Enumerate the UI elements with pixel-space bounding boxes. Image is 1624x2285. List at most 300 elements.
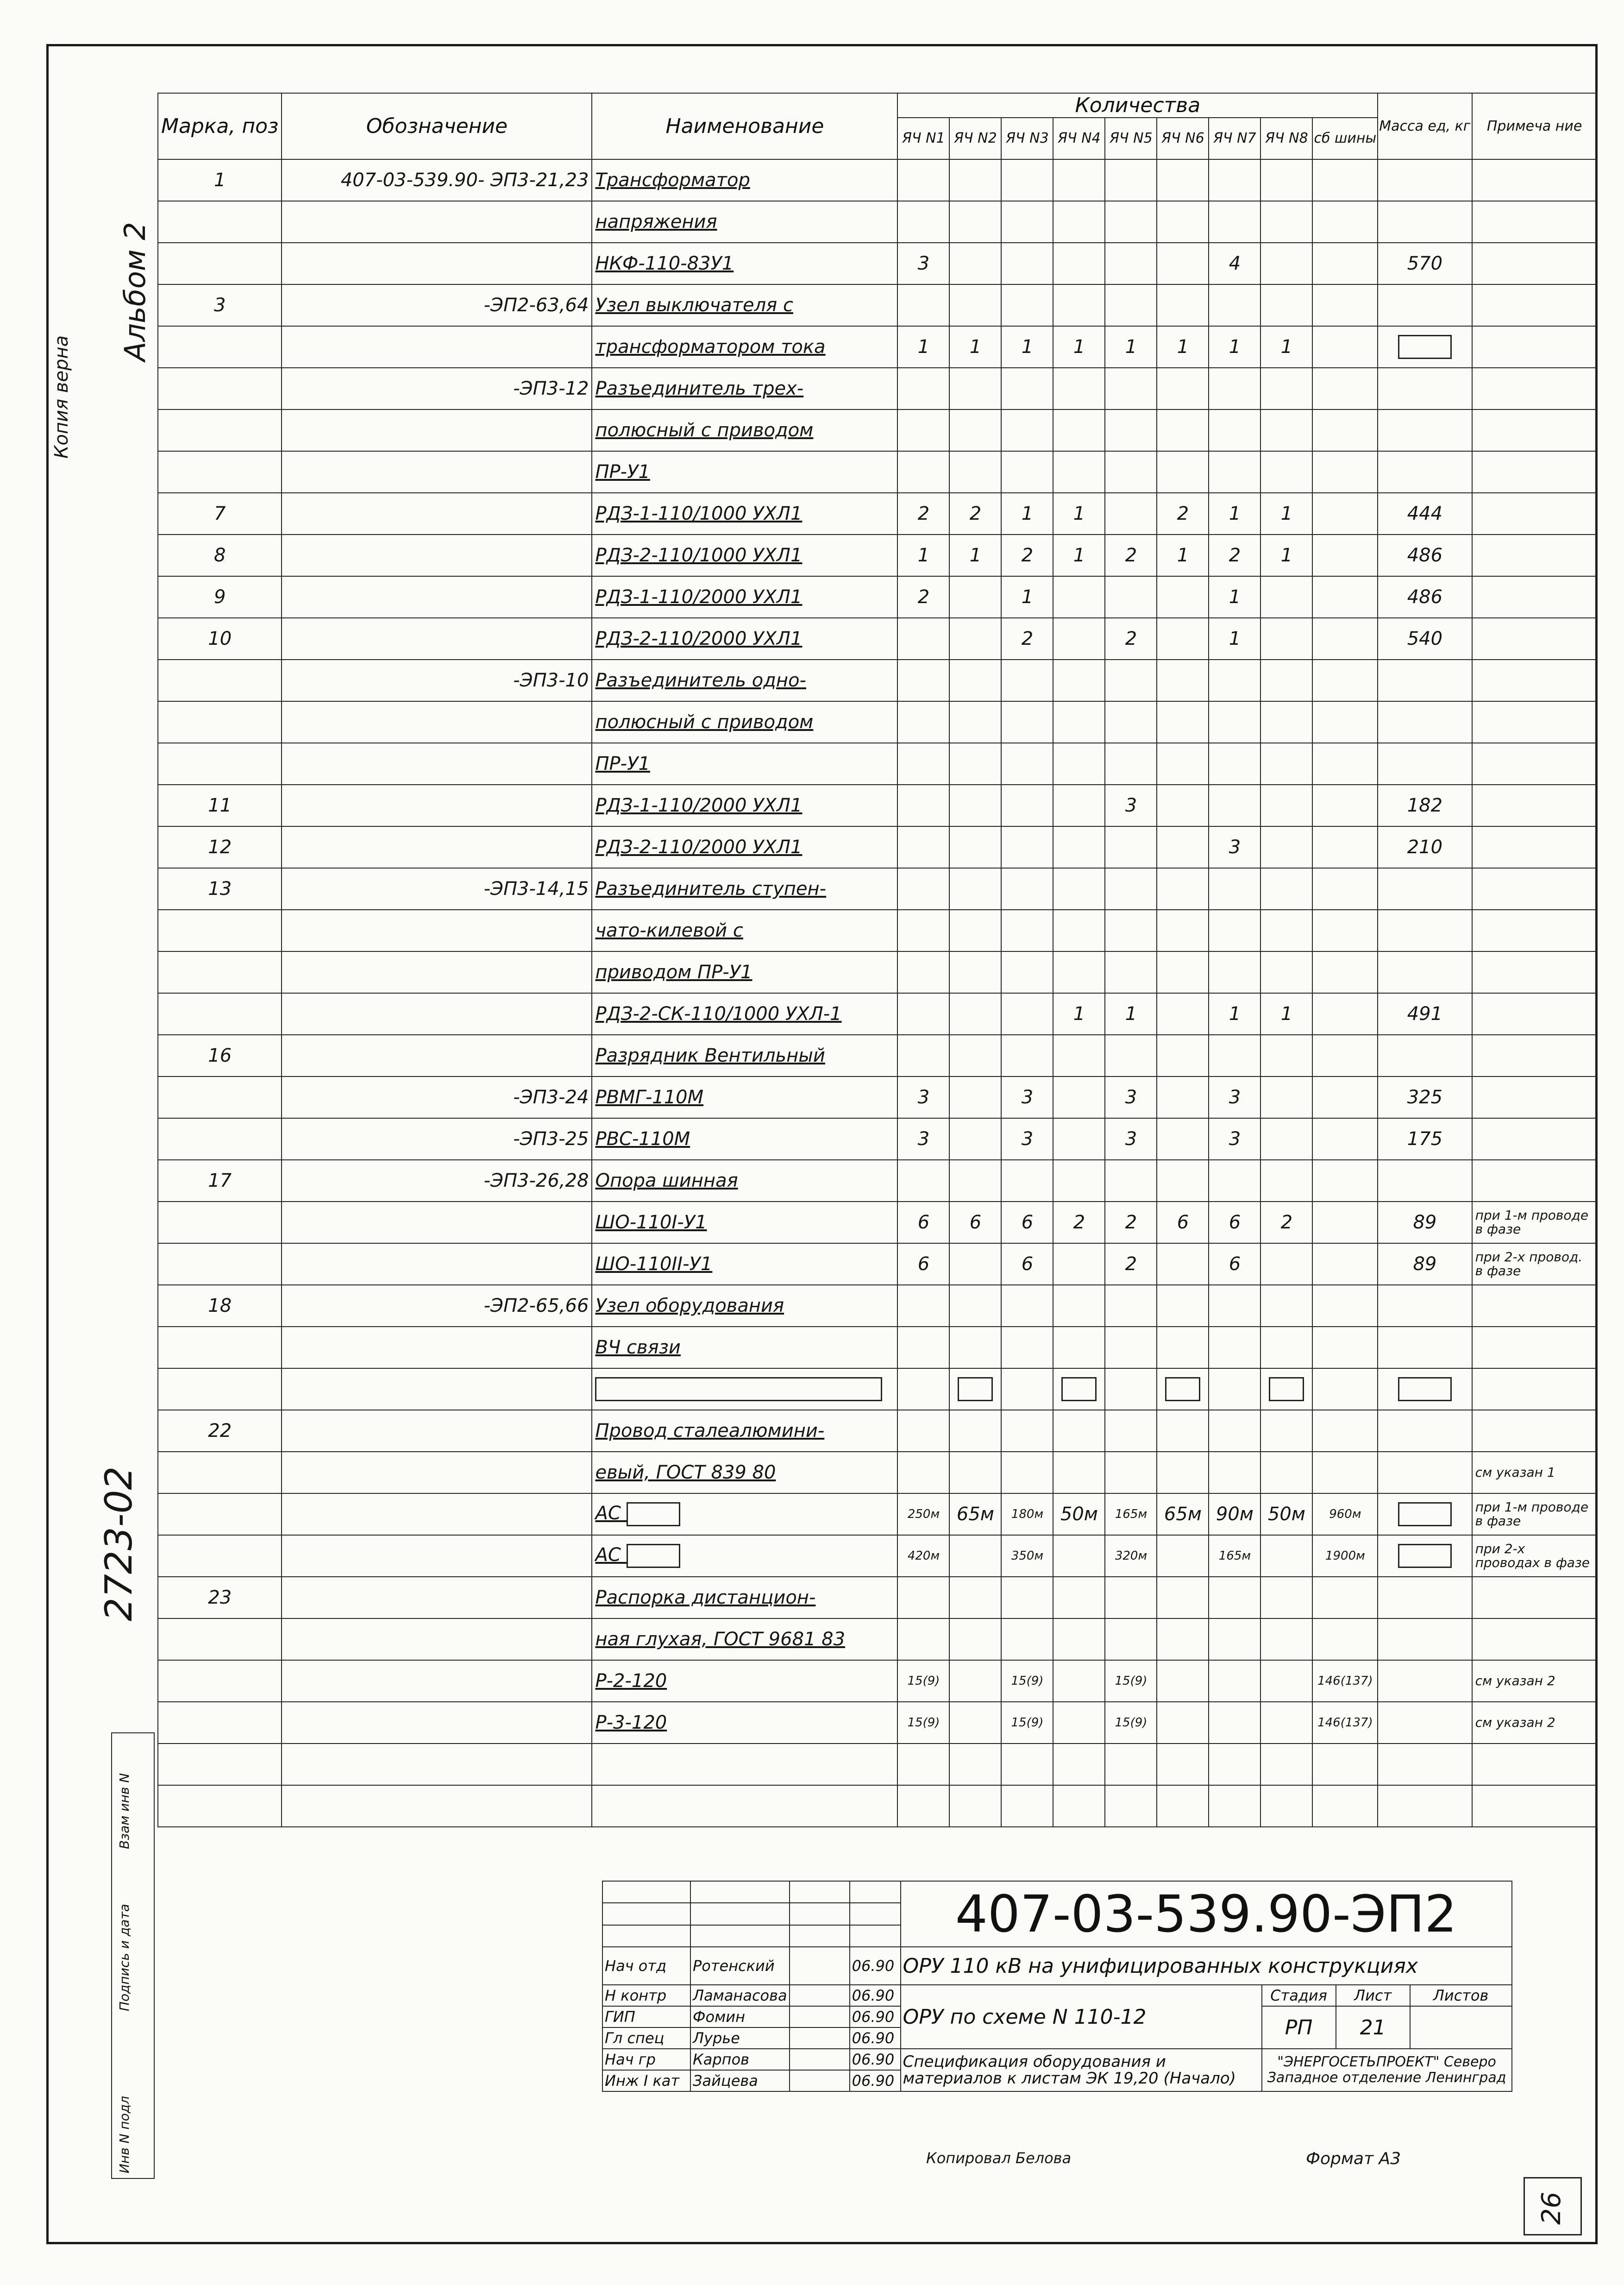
quantity-cell	[1260, 660, 1312, 701]
quantity-cell	[1312, 576, 1378, 618]
quantity-cell	[1260, 284, 1312, 326]
quantity-cell	[1053, 1118, 1105, 1160]
quantity-cell: 15(9)	[1001, 1660, 1053, 1702]
designation-cell	[282, 951, 592, 993]
organization: "ЭНЕРГОСЕТЬПРОЕКТ" Северо Западное отделение Ленинград	[1262, 2049, 1512, 2091]
quantity-cell	[1053, 1452, 1105, 1493]
quantity-cell	[1312, 1410, 1378, 1452]
name-cell: полюсный с приводом	[592, 701, 897, 743]
empty-box	[1398, 1377, 1452, 1401]
quantity-cell	[897, 1410, 949, 1452]
quantity-cell	[1001, 785, 1053, 826]
quantity-cell	[1312, 1744, 1378, 1785]
quantity-cell	[1209, 743, 1260, 785]
mark-cell	[158, 1535, 282, 1577]
quantity-cell	[1053, 1285, 1105, 1327]
quantity-cell	[1105, 660, 1157, 701]
name-cell: Узел оборудования	[592, 1285, 897, 1327]
col-name: Наименование	[592, 93, 897, 159]
col-mass: Масса ед, кг	[1378, 93, 1472, 159]
mark-cell: 10	[158, 618, 282, 660]
name-cell	[592, 1785, 897, 1827]
name-cell: ПР-У1	[592, 451, 897, 493]
mass-cell: 486	[1378, 576, 1472, 618]
mass-cell	[1378, 1577, 1472, 1618]
quantity-cell	[1157, 868, 1209, 910]
table-row	[158, 993, 1597, 1035]
designation-cell	[282, 201, 592, 243]
quantity-cell	[1053, 1535, 1105, 1577]
quantity-cell	[1157, 618, 1209, 660]
signer-name: Ламанасова	[690, 1985, 790, 2006]
mass-cell	[1378, 409, 1472, 451]
quantity-cell: 6	[1157, 1202, 1209, 1243]
quantity-cell: 3	[1105, 1076, 1157, 1118]
name-cell: РДЗ-2-110/1000 УХЛ1	[592, 535, 897, 576]
quantity-cell: 1	[1001, 326, 1053, 368]
quantity-cell	[897, 660, 949, 701]
empty-box	[1061, 1377, 1097, 1401]
col-cell: ЯЧ N3	[1001, 118, 1053, 159]
table-row	[158, 159, 1597, 201]
mark-cell	[158, 1493, 282, 1535]
mass-cell: 491	[1378, 993, 1472, 1035]
col-note: Примеча ние	[1472, 93, 1597, 159]
quantity-cell: 3	[897, 1076, 949, 1118]
quantity-cell: 1	[1260, 993, 1312, 1035]
quantity-cell	[1209, 1618, 1260, 1660]
quantity-cell	[1157, 1118, 1209, 1160]
table-row	[158, 493, 1597, 535]
mass-cell	[1378, 1368, 1472, 1410]
quantity-cell	[1312, 1327, 1378, 1368]
name-cell: Разрядник Вентильный	[592, 1035, 897, 1076]
quantity-cell	[1157, 576, 1209, 618]
quantity-cell	[1157, 1744, 1209, 1785]
quantity-cell	[1053, 1702, 1105, 1744]
quantity-cell	[949, 451, 1001, 493]
quantity-cell	[1001, 868, 1053, 910]
quantity-cell	[1209, 1660, 1260, 1702]
quantity-cell	[1105, 743, 1157, 785]
table-row	[158, 1660, 1597, 1702]
designation-cell	[282, 326, 592, 368]
quantity-cell	[1053, 1327, 1105, 1368]
table-row	[158, 326, 1597, 368]
quantity-cell: 250м	[897, 1493, 949, 1535]
quantity-cell	[1157, 451, 1209, 493]
quantity-cell	[1312, 1618, 1378, 1660]
table-row	[158, 951, 1597, 993]
designation-cell	[282, 243, 592, 284]
quantity-cell	[1209, 1744, 1260, 1785]
quantity-cell: 3	[1209, 826, 1260, 868]
designation-cell	[282, 1368, 592, 1410]
quantity-cell	[1260, 1076, 1312, 1118]
quantity-cell	[949, 785, 1001, 826]
quantity-cell	[1209, 910, 1260, 951]
table-row	[158, 201, 1597, 243]
quantity-cell: 3	[1105, 1118, 1157, 1160]
quantity-cell	[1312, 993, 1378, 1035]
note-cell	[1472, 493, 1597, 535]
mark-cell	[158, 1202, 282, 1243]
quantity-cell: 1900м	[1312, 1535, 1378, 1577]
quantity-cell	[1001, 368, 1053, 409]
quantity-cell	[897, 618, 949, 660]
quantity-cell	[1001, 409, 1053, 451]
designation-cell	[282, 826, 592, 868]
quantity-cell	[949, 1243, 1001, 1285]
quantity-cell	[1157, 660, 1209, 701]
signer-role: Гл спец	[602, 2027, 690, 2049]
signer-role: Нач гр	[602, 2049, 690, 2070]
quantity-cell: 15(9)	[1001, 1702, 1053, 1744]
mass-cell	[1378, 1493, 1472, 1535]
quantity-cell	[949, 660, 1001, 701]
quantity-cell	[1157, 1660, 1209, 1702]
quantity-cell: 65м	[949, 1493, 1001, 1535]
quantity-cell	[1053, 284, 1105, 326]
quantity-cell	[1053, 1660, 1105, 1702]
quantity-cell	[1001, 284, 1053, 326]
designation-cell: -ЭП3-25	[282, 1118, 592, 1160]
table-row	[158, 743, 1597, 785]
quantity-cell	[1260, 1368, 1312, 1410]
quantity-cell	[949, 1368, 1001, 1410]
note-cell	[1472, 993, 1597, 1035]
quantity-cell	[1157, 1243, 1209, 1285]
quantity-cell	[1312, 1243, 1378, 1285]
quantity-cell	[1260, 1035, 1312, 1076]
quantity-cell	[1260, 1410, 1312, 1452]
quantity-cell	[1053, 243, 1105, 284]
quantity-cell	[1312, 660, 1378, 701]
note-cell	[1472, 951, 1597, 993]
designation-cell	[282, 1660, 592, 1702]
empty-box	[1165, 1377, 1200, 1401]
quantity-cell: 1	[1209, 993, 1260, 1035]
name-cell: РДЗ-1-110/1000 УХЛ1	[592, 493, 897, 535]
quantity-cell	[1260, 1327, 1312, 1368]
sheet-format: Формат А3	[1306, 2149, 1401, 2168]
designation-cell	[282, 535, 592, 576]
designation-cell: -ЭП3-10	[282, 660, 592, 701]
table-row	[158, 701, 1597, 743]
quantity-cell	[897, 1035, 949, 1076]
quantity-cell	[949, 1410, 1001, 1452]
col-cell: ЯЧ N1	[897, 118, 949, 159]
quantity-cell	[1105, 1035, 1157, 1076]
quantity-cell: 1	[949, 535, 1001, 576]
designation-cell: -ЭП2-63,64	[282, 284, 592, 326]
quantity-cell: 50м	[1053, 1493, 1105, 1535]
quantity-cell	[1209, 1285, 1260, 1327]
quantity-cell	[1105, 1452, 1157, 1493]
quantity-cell: 15(9)	[897, 1660, 949, 1702]
name-cell: трансформатором тока	[592, 326, 897, 368]
table-row	[158, 1618, 1597, 1660]
quantity-cell: 1	[1260, 535, 1312, 576]
copied-by: Копировал Белова	[926, 2149, 1072, 2167]
name-cell: ВЧ связи	[592, 1327, 897, 1368]
quantity-cell	[1157, 951, 1209, 993]
quantity-cell	[1053, 785, 1105, 826]
mass-cell	[1378, 1744, 1472, 1785]
quantity-cell	[897, 201, 949, 243]
table-row	[158, 1160, 1597, 1202]
quantity-cell	[1105, 284, 1157, 326]
name-cell: чато-килевой с	[592, 910, 897, 951]
designation-cell	[282, 1327, 592, 1368]
quantity-cell	[949, 951, 1001, 993]
mark-cell	[158, 1744, 282, 1785]
designation-cell	[282, 1618, 592, 1660]
quantity-cell	[1105, 951, 1157, 993]
quantity-cell	[1105, 826, 1157, 868]
name-cell: Р-2-120	[592, 1660, 897, 1702]
quantity-cell	[1053, 1243, 1105, 1285]
mass-cell	[1378, 326, 1472, 368]
table-row	[158, 284, 1597, 326]
quantity-cell: 1	[1053, 535, 1105, 576]
quantity-cell	[1001, 1618, 1053, 1660]
quantity-cell	[897, 1160, 949, 1202]
name-cell	[592, 1368, 897, 1410]
table-row	[158, 1076, 1597, 1118]
quantity-cell	[1001, 201, 1053, 243]
name-cell: полюсный с приводом	[592, 409, 897, 451]
empty-box	[1269, 1377, 1304, 1401]
quantity-cell: 1	[1260, 326, 1312, 368]
quantity-cell	[1312, 1118, 1378, 1160]
mark-cell: 13	[158, 868, 282, 910]
name-cell: напряжения	[592, 201, 897, 243]
designation-cell	[282, 1410, 592, 1452]
quantity-cell	[1157, 785, 1209, 826]
col-quantity: Количества	[897, 93, 1378, 118]
quantity-cell	[1157, 201, 1209, 243]
quantity-cell	[1053, 1577, 1105, 1618]
quantity-cell	[1260, 618, 1312, 660]
mark-cell	[158, 993, 282, 1035]
designation-cell	[282, 493, 592, 535]
quantity-cell	[1157, 1160, 1209, 1202]
quantity-cell	[1105, 159, 1157, 201]
col-cell: ЯЧ N7	[1209, 118, 1260, 159]
quantity-cell	[1260, 1452, 1312, 1493]
note-cell	[1472, 409, 1597, 451]
quantity-cell	[1001, 1410, 1053, 1452]
mass-cell: 89	[1378, 1243, 1472, 1285]
quantity-cell	[1105, 368, 1157, 409]
col-cell: ЯЧ N5	[1105, 118, 1157, 159]
name-cell: РДЗ-1-110/2000 УХЛ1	[592, 576, 897, 618]
quantity-cell	[1001, 993, 1053, 1035]
quantity-cell	[1260, 576, 1312, 618]
table-row	[158, 535, 1597, 576]
quantity-cell	[1157, 1035, 1209, 1076]
quantity-cell: 2	[1001, 618, 1053, 660]
quantity-cell	[1312, 243, 1378, 284]
quantity-cell	[949, 1744, 1001, 1785]
quantity-cell	[1260, 743, 1312, 785]
mass-cell: 210	[1378, 826, 1472, 868]
quantity-cell	[949, 993, 1001, 1035]
table-row	[158, 1744, 1597, 1785]
quantity-cell: 2	[897, 576, 949, 618]
quantity-cell	[1260, 1118, 1312, 1160]
replace-inv-label: Взам инв N	[117, 1773, 132, 1849]
name-cell: евый, ГОСТ 839 80	[592, 1452, 897, 1493]
note-cell	[1472, 159, 1597, 201]
quantity-cell	[1312, 826, 1378, 868]
quantity-cell	[1001, 1744, 1053, 1785]
quantity-cell: 6	[949, 1202, 1001, 1243]
mass-cell: 486	[1378, 535, 1472, 576]
quantity-cell	[1105, 1368, 1157, 1410]
quantity-cell	[949, 1618, 1001, 1660]
quantity-cell	[1260, 1660, 1312, 1702]
copy-verified-note: Копия верна	[51, 335, 72, 459]
quantity-cell	[1157, 1577, 1209, 1618]
mass-cell	[1378, 701, 1472, 743]
note-cell: см указан 2	[1472, 1660, 1597, 1702]
quantity-cell	[949, 1702, 1001, 1744]
quantity-cell	[897, 159, 949, 201]
quantity-cell	[1260, 1160, 1312, 1202]
quantity-cell	[949, 1535, 1001, 1577]
quantity-cell	[1312, 618, 1378, 660]
mark-cell	[158, 951, 282, 993]
inv-original-label: Инв N подл	[117, 2096, 132, 2173]
mass-cell	[1378, 368, 1472, 409]
quantity-cell	[1312, 1285, 1378, 1327]
stage-label: Стадия	[1262, 1985, 1336, 2006]
quantity-cell	[1001, 1785, 1053, 1827]
quantity-cell	[897, 868, 949, 910]
name-cell: РВМГ-110М	[592, 1076, 897, 1118]
quantity-cell	[1260, 826, 1312, 868]
quantity-cell	[949, 618, 1001, 660]
mass-cell	[1378, 1785, 1472, 1827]
quantity-cell	[1312, 1076, 1378, 1118]
col-cell: ЯЧ N2	[949, 118, 1001, 159]
quantity-cell	[1053, 368, 1105, 409]
quantity-cell	[949, 743, 1001, 785]
mass-cell	[1378, 1285, 1472, 1327]
note-cell	[1472, 368, 1597, 409]
signer-name: Зайцева	[690, 2070, 790, 2091]
specification-body	[158, 159, 1597, 1827]
designation-cell	[282, 576, 592, 618]
quantity-cell	[897, 826, 949, 868]
quantity-cell	[1001, 660, 1053, 701]
table-row	[158, 868, 1597, 910]
sheet-label: Лист	[1336, 1985, 1410, 2006]
quantity-cell: 2	[949, 493, 1001, 535]
designation-cell: -ЭП3-24	[282, 1076, 592, 1118]
quantity-cell: 1	[1209, 576, 1260, 618]
quantity-cell	[1209, 159, 1260, 201]
quantity-cell	[1105, 1577, 1157, 1618]
mark-cell	[158, 326, 282, 368]
quantity-cell: 1	[1105, 993, 1157, 1035]
quantity-cell: 1	[897, 535, 949, 576]
quantity-cell	[1053, 1618, 1105, 1660]
sheets-label: Листов	[1410, 1985, 1512, 2006]
quantity-cell	[949, 1285, 1001, 1327]
table-row	[158, 660, 1597, 701]
mass-cell: 570	[1378, 243, 1472, 284]
note-cell	[1472, 1327, 1597, 1368]
table-row	[158, 910, 1597, 951]
mark-cell	[158, 743, 282, 785]
note-cell	[1472, 660, 1597, 701]
designation-cell	[282, 1243, 592, 1285]
table-row	[158, 1243, 1597, 1285]
quantity-cell	[1209, 1702, 1260, 1744]
quantity-cell: 6	[1209, 1243, 1260, 1285]
mass-cell	[1378, 868, 1472, 910]
designation-cell	[282, 409, 592, 451]
note-cell	[1472, 1618, 1597, 1660]
quantity-cell	[1157, 1368, 1209, 1410]
col-designation: Обозначение	[282, 93, 592, 159]
quantity-cell	[1157, 743, 1209, 785]
designation-cell	[282, 1493, 592, 1535]
note-cell	[1472, 1160, 1597, 1202]
col-cell: ЯЧ N8	[1260, 118, 1312, 159]
signer-date: 06.90	[850, 1947, 901, 1985]
mark-cell: 3	[158, 284, 282, 326]
quantity-cell	[1105, 868, 1157, 910]
quantity-cell	[1105, 1410, 1157, 1452]
quantity-cell	[1260, 409, 1312, 451]
quantity-cell	[1001, 743, 1053, 785]
title-block	[602, 1881, 1512, 2092]
mark-cell: 7	[158, 493, 282, 535]
quantity-cell	[949, 243, 1001, 284]
table-row	[158, 1368, 1597, 1410]
quantity-cell	[1209, 1368, 1260, 1410]
note-cell	[1472, 910, 1597, 951]
mark-cell	[158, 1452, 282, 1493]
mark-cell	[158, 1618, 282, 1660]
quantity-cell: 1	[1260, 493, 1312, 535]
mark-cell	[158, 910, 282, 951]
quantity-cell: 65м	[1157, 1493, 1209, 1535]
quantity-cell	[1001, 951, 1053, 993]
note-cell	[1472, 1410, 1597, 1452]
page-number-box	[1524, 2177, 1582, 2235]
table-row	[158, 785, 1597, 826]
name-cell: АС	[592, 1493, 897, 1535]
quantity-cell	[1260, 1702, 1312, 1744]
quantity-cell	[1053, 951, 1105, 993]
mass-cell	[1378, 951, 1472, 993]
quantity-cell	[1053, 1076, 1105, 1118]
quantity-cell	[1209, 1577, 1260, 1618]
quantity-cell: 180м	[1001, 1493, 1053, 1535]
quantity-cell	[949, 1118, 1001, 1160]
quantity-cell	[1312, 785, 1378, 826]
quantity-cell	[1312, 1035, 1378, 1076]
quantity-cell	[1312, 951, 1378, 993]
mass-cell	[1378, 660, 1472, 701]
album-label: Альбом 2	[118, 222, 152, 361]
quantity-cell: 4	[1209, 243, 1260, 284]
